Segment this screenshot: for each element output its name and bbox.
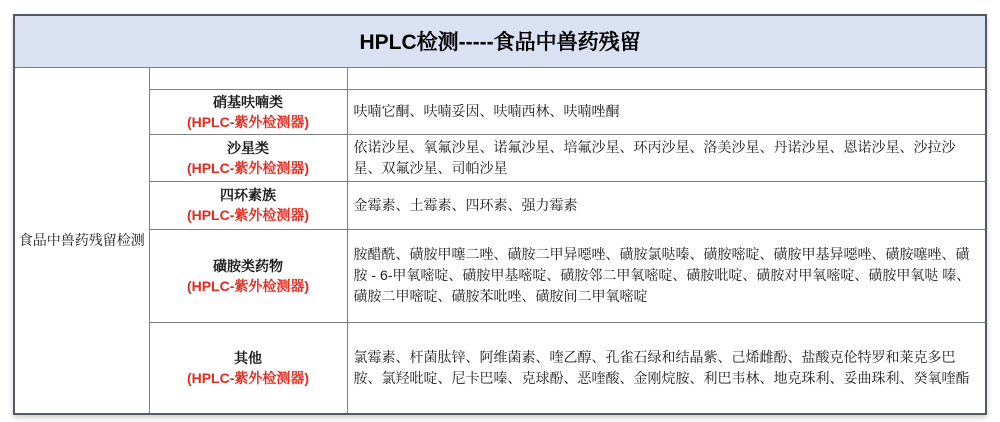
category-cell [149, 134, 347, 181]
detector-label: (HPLC-紫外检测器) [186, 159, 310, 176]
items-cell: 胺醋酰、磺胺甲噻二唑、磺胺二甲异噁唑、磺胺氯哒嗪、磺胺嘧啶、磺胺甲基异噁唑、磺胺噻唑、磺胺 - 6-甲氧嘧啶、磺胺甲基嘧啶、磺胺邻二甲氧嘧啶、磺胺吡啶、磺胺对甲氧嘧啶、磺胺甲氧哒 嗪、磺胺二甲嘧啶、磺胺苯吡唑、磺胺间二甲氧嘧啶 [347, 229, 986, 322]
items-cell: 依诺沙星、氧氟沙星、诺氟沙星、培氟沙星、环丙沙星、洛美沙星、丹诺沙星、恩诺沙星、沙拉沙星、双氟沙星、司帕沙星 [347, 134, 986, 181]
detector-label: (HPLC-紫外检测器) [186, 113, 310, 130]
table-row [14, 89, 986, 134]
items-cell: 氯霉素、杆菌肽锌、阿维菌素、喹乙醇、孔雀石绿和结晶紫、己烯雌酚、盐酸克伦特罗和莱克多巴胺、氯羟吡啶、尼卡巴嗪、克球酚、恶喹酸、金刚烷胺、利巴韦林、地克珠利、妥曲珠利、癸氧喹酯 [347, 322, 986, 414]
category-cell [149, 322, 347, 414]
category-label: 沙星类 [227, 139, 269, 156]
category-label: 磺胺类药物 [213, 257, 283, 274]
category-label: 其他 [234, 349, 262, 366]
table-row [14, 181, 986, 229]
table-header-row [14, 15, 986, 67]
spacer-row [14, 67, 986, 89]
items-cell: 呋喃它酮、呋喃妥因、呋喃西林、呋喃唑酮 [347, 89, 986, 134]
table-row [14, 322, 986, 414]
category-cell [149, 181, 347, 229]
sidebar-label: 食品中兽药残留检测 [14, 67, 149, 414]
empty-cell [149, 67, 347, 89]
category-cell [149, 89, 347, 134]
page-title: HPLC检测-----食品中兽药残留 [14, 15, 986, 67]
category-cell [149, 229, 347, 322]
hplc-residue-table [13, 14, 987, 415]
category-label: 硝基呋喃类 [213, 93, 283, 110]
table-row [14, 229, 986, 322]
detector-label: (HPLC-紫外检测器) [186, 369, 310, 386]
detector-label: (HPLC-紫外检测器) [186, 277, 310, 294]
table-row [14, 134, 986, 181]
detector-label: (HPLC-紫外检测器) [186, 207, 310, 223]
items-cell: 金霉素、土霉素、四环素、强力霉素 [347, 181, 986, 229]
category-label: 四环素族 [220, 187, 276, 203]
empty-cell [347, 67, 986, 89]
